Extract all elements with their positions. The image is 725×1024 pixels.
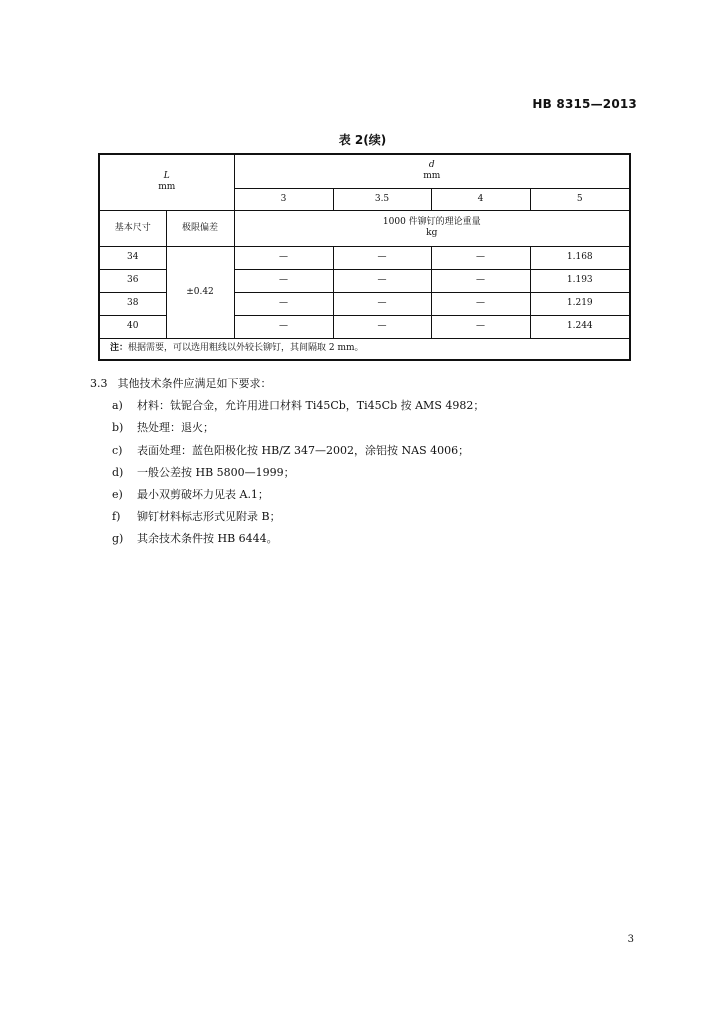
table-header-row-3 [99,210,630,246]
item-label: b) [112,421,124,435]
length-header-cell [99,154,234,210]
diameter-value-cell: 3.5 [333,188,431,210]
page-number: 3 [627,934,634,945]
weight-cell: 1.168 [530,246,630,269]
basic-size-header: 基本尺寸 [99,210,166,246]
diameter-value-cell: 3 [234,188,333,210]
diameter-symbol: d [428,160,435,171]
table-title: 表 2(续) [338,133,387,147]
weight-cell: — [431,269,530,292]
note-label: 注： [110,343,129,354]
size-cell: 34 [99,246,166,269]
item-text: 表面处理：蓝色阳极化按 HB/Z 347—2002，涂铝按 NAS 4006； [137,443,470,457]
weight-label: 1000 件铆钉的理论重量 [382,217,481,227]
item-text: 铆钉材料标志形式见附录 B； [137,510,281,524]
list-item [90,484,650,506]
diameter-value-cell: 4 [431,188,530,210]
item-label: c) [112,443,123,457]
weight-cell: 1.193 [530,269,630,292]
list-item [90,417,650,439]
table-row [99,246,630,269]
item-label: g) [112,532,124,546]
item-text: 热处理：退火； [137,421,214,435]
rivet-weight-table [98,153,631,361]
weight-header-cell [234,210,630,246]
table-header-row-1 [99,154,630,188]
length-symbol: L [163,171,170,182]
item-text: 其余技术条件按 HB 6444。 [137,532,278,546]
table-note [99,338,630,360]
list-item [90,440,650,462]
note-text: 根据需要，可以选用粗线以外较长铆钉，其间隔取 2 mm。 [128,343,364,354]
length-unit: mm [158,182,176,193]
section-heading [90,373,650,395]
weight-cell: — [333,246,431,269]
item-text: 材料：钛铌合金，允许用进口材料 Ti45Cb，Ti45Cb 按 AMS 4982； [137,399,485,413]
list-item [90,395,650,417]
weight-cell: — [234,315,333,338]
diameter-unit: mm [423,171,441,182]
size-cell: 38 [99,292,166,315]
weight-unit: kg [426,228,438,238]
table-note-row [99,338,630,360]
section-number: 3.3 [90,377,108,390]
standard-number: HB 8315—2013 [532,97,637,111]
weight-cell: — [333,292,431,315]
diameter-value-cell: 5 [530,188,630,210]
list-item [90,506,650,528]
weight-cell: — [333,269,431,292]
weight-cell: — [234,269,333,292]
diameter-header-cell [234,154,630,188]
weight-cell: — [333,315,431,338]
weight-cell: — [234,292,333,315]
item-label: a) [112,399,123,413]
list-item [90,528,650,550]
list-item [90,462,650,484]
size-cell: 36 [99,269,166,292]
requirements-section [90,373,650,551]
item-label: d) [112,465,124,479]
weight-cell: 1.219 [530,292,630,315]
item-text: 一般公差按 HB 5800—1999； [137,465,295,479]
item-label: e) [112,488,123,502]
weight-cell: 1.244 [530,315,630,338]
weight-cell: — [431,292,530,315]
tolerance-header: 极限偏差 [166,210,234,246]
weight-cell: — [234,246,333,269]
weight-cell: — [431,246,530,269]
item-label: f) [112,510,121,524]
size-cell: 40 [99,315,166,338]
section-heading-text: 其他技术条件应满足如下要求： [117,377,272,390]
weight-cell: — [431,315,530,338]
item-text: 最小双剪破坏力见表 A.1； [137,488,269,502]
tolerance-value-cell: ±0.42 [166,246,234,338]
